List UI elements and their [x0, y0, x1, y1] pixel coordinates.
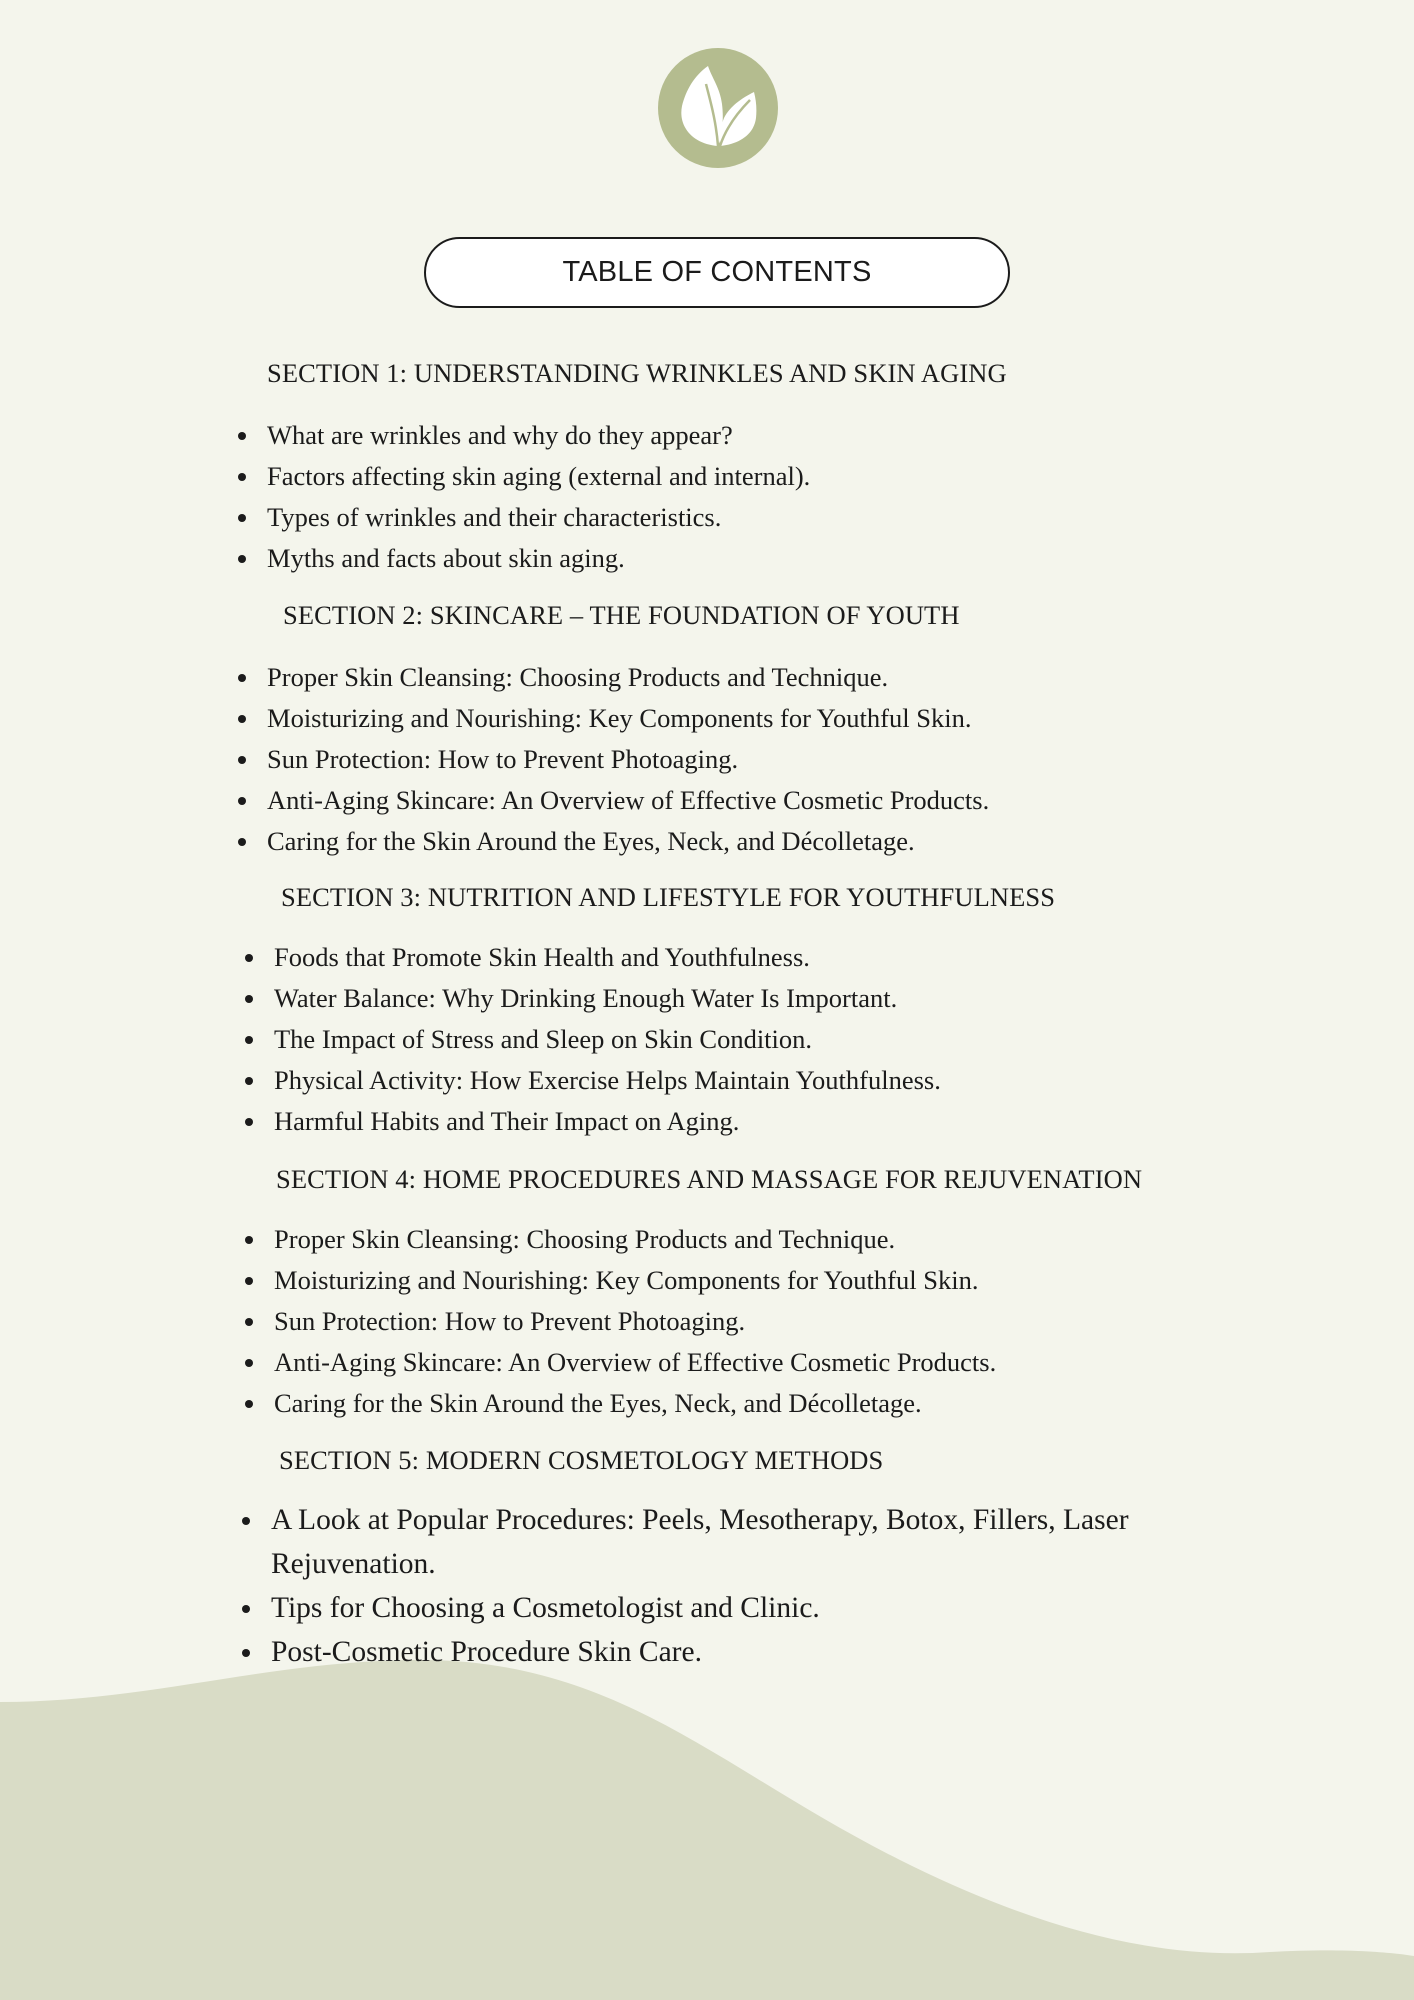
list-item: Anti-Aging Skincare: An Overview of Effective Cosmetic Products.	[267, 780, 989, 821]
section-title: SECTION 4: HOME PROCEDURES AND MASSAGE FOR REJUVENATION	[276, 1164, 1143, 1194]
list-item: Caring for the Skin Around the Eyes, Neck, and Décolletage.	[274, 1383, 996, 1424]
section-4-list	[274, 1219, 996, 1424]
list-item: Sun Protection: How to Prevent Photoaging.	[274, 1301, 996, 1342]
list-item: The Impact of Stress and Sleep on Skin Condition.	[274, 1019, 941, 1060]
list-item: Anti-Aging Skincare: An Overview of Effective Cosmetic Products.	[274, 1342, 996, 1383]
section-title: SECTION 3: NUTRITION AND LIFESTYLE FOR YOUTHFULNESS	[281, 882, 1056, 912]
leaf-icon	[658, 48, 778, 168]
list-item: Physical Activity: How Exercise Helps Maintain Youthfulness.	[274, 1060, 941, 1101]
list-item: Proper Skin Cleansing: Choosing Products and Technique.	[267, 657, 989, 698]
list-item: What are wrinkles and why do they appear?	[267, 415, 810, 456]
page-title: TABLE OF CONTENTS	[424, 237, 1010, 308]
list-item: Water Balance: Why Drinking Enough Water Is Important.	[274, 978, 941, 1019]
list-item: Types of wrinkles and their characteristics.	[267, 497, 810, 538]
list-item: Foods that Promote Skin Health and Youthfulness.	[274, 937, 941, 978]
decorative-wave	[0, 1660, 1414, 2000]
section-5-list	[271, 1498, 1211, 1674]
section-title: SECTION 1: UNDERSTANDING WRINKLES AND SKIN AGING	[267, 358, 1007, 388]
list-item: Tips for Choosing a Cosmetologist and Clinic.	[271, 1586, 1211, 1630]
section-1-list	[267, 415, 810, 579]
section-2-list	[267, 657, 989, 862]
list-item: Caring for the Skin Around the Eyes, Neck, and Décolletage.	[267, 821, 989, 862]
section-title: SECTION 2: SKINCARE – THE FOUNDATION OF YOUTH	[283, 600, 960, 630]
section-3-list	[274, 937, 941, 1142]
list-item: Proper Skin Cleansing: Choosing Products and Technique.	[274, 1219, 996, 1260]
list-item: Moisturizing and Nourishing: Key Components for Youthful Skin.	[274, 1260, 996, 1301]
logo	[658, 48, 778, 168]
list-item: Factors affecting skin aging (external and internal).	[267, 456, 810, 497]
section-title: SECTION 5: MODERN COSMETOLOGY METHODS	[279, 1445, 884, 1475]
list-item: Sun Protection: How to Prevent Photoaging.	[267, 739, 989, 780]
list-item: Post-Cosmetic Procedure Skin Care.	[271, 1630, 1211, 1674]
list-item: Harmful Habits and Their Impact on Aging.	[274, 1101, 941, 1142]
list-item: A Look at Popular Procedures: Peels, Mesotherapy, Botox, Fillers, Laser Rejuvenation.	[271, 1498, 1211, 1586]
list-item: Myths and facts about skin aging.	[267, 538, 810, 579]
list-item: Moisturizing and Nourishing: Key Components for Youthful Skin.	[267, 698, 989, 739]
